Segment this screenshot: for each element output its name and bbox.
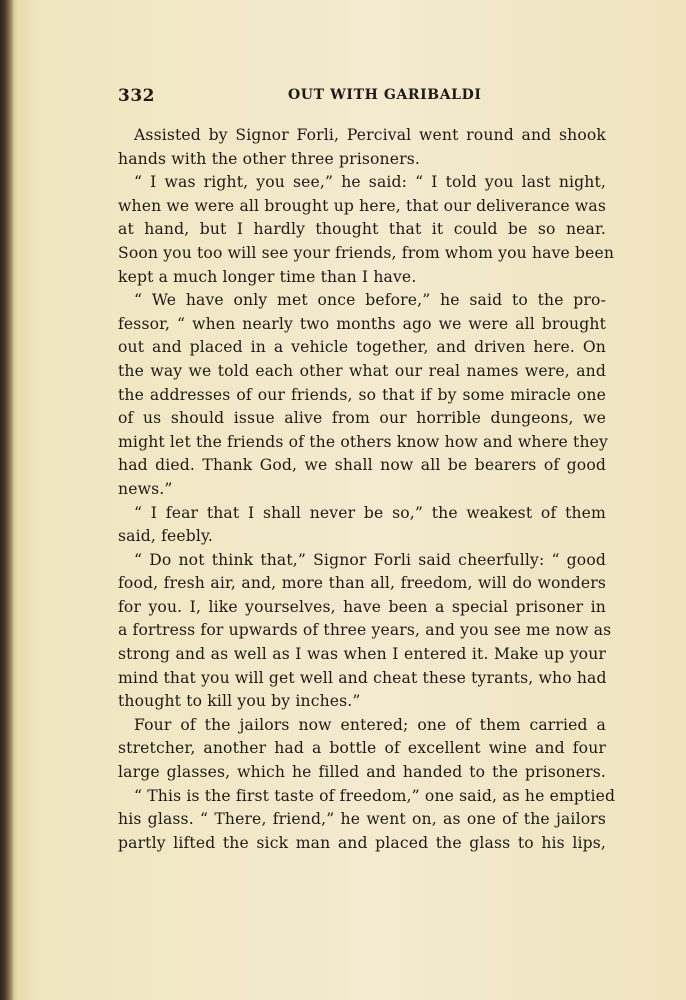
text-line: “ This is the first taste of freedom,” one said, as he emptied: [134, 786, 616, 805]
text-line: “ I fear that I shall never be so,” the weakest of them: [134, 503, 606, 522]
text-line: when we were all brought up here, that our deliverance was: [118, 196, 606, 215]
text-line: might let the friends of the others know how and where they: [118, 432, 608, 451]
text-line: his glass. “ There, friend,” he went on, as one of the jailors: [118, 810, 606, 829]
text-line: large glasses, which he filled and handed to the prisoners.: [118, 763, 606, 782]
page-number: 332: [118, 86, 155, 106]
text-line: the way we told each other what our real names were, and: [118, 361, 606, 380]
text-line: said, feebly.: [118, 527, 214, 546]
text-line: Assisted by Signor Forli, Percival went round and shook: [134, 126, 606, 144]
text-line: of us should issue alive from our horrible dungeons, we: [118, 409, 606, 428]
text-line: out and placed in a vehicle together, and driven here. On: [118, 338, 606, 357]
text-line: Four of the jailors now entered; one of them carried a: [134, 715, 606, 734]
text-line: the addresses of our friends, so that if by some miracle one: [118, 385, 606, 404]
text-line: partly lifted the sick man and placed the glass to his lips,: [118, 833, 606, 852]
text-line: food, fresh air, and, more than all, freedom, will do wonders: [118, 574, 606, 593]
text-line: hands with the other three prisoners.: [118, 149, 420, 168]
text-line: Soon you too will see your friends, from whom you have been: [118, 243, 615, 262]
text-line: fessor, “ when nearly two months ago we were all brought: [118, 314, 606, 333]
text-line: “ I was right, you see,” he said: “ I told you last night,: [134, 173, 606, 192]
page-header: [118, 84, 606, 112]
text-line: mind that you will get well and cheat these tyrants, who had: [118, 668, 607, 687]
running-head: OUT WITH GARIBALDI: [288, 87, 482, 103]
text-line: a fortress for upwards of three years, and you see me now as: [118, 621, 612, 640]
text-line: at hand, but I hardly thought that it could be so near.: [118, 220, 606, 239]
text-line: thought to kill you by inches.”: [118, 692, 361, 711]
text-line: “ We have only met once before,” he said to the pro-: [134, 291, 606, 310]
text-line: kept a much longer time than I have.: [118, 267, 417, 286]
text-line: “ Do not think that,” Signor Forli said cheerfully: “ good: [134, 550, 606, 569]
text-line: had died. Thank God, we shall now all be bearers of good: [118, 456, 606, 475]
text-line: for you. I, like yourselves, have been a special prisoner in: [118, 597, 606, 616]
book-binding-edge: [0, 0, 14, 1000]
text-line: stretcher, another had a bottle of excellent wine and four: [118, 739, 606, 758]
body-text: [118, 124, 616, 855]
text-line: news.”: [118, 479, 173, 498]
text-line: strong and as well as I was when I entered it. Make up your: [118, 645, 606, 664]
